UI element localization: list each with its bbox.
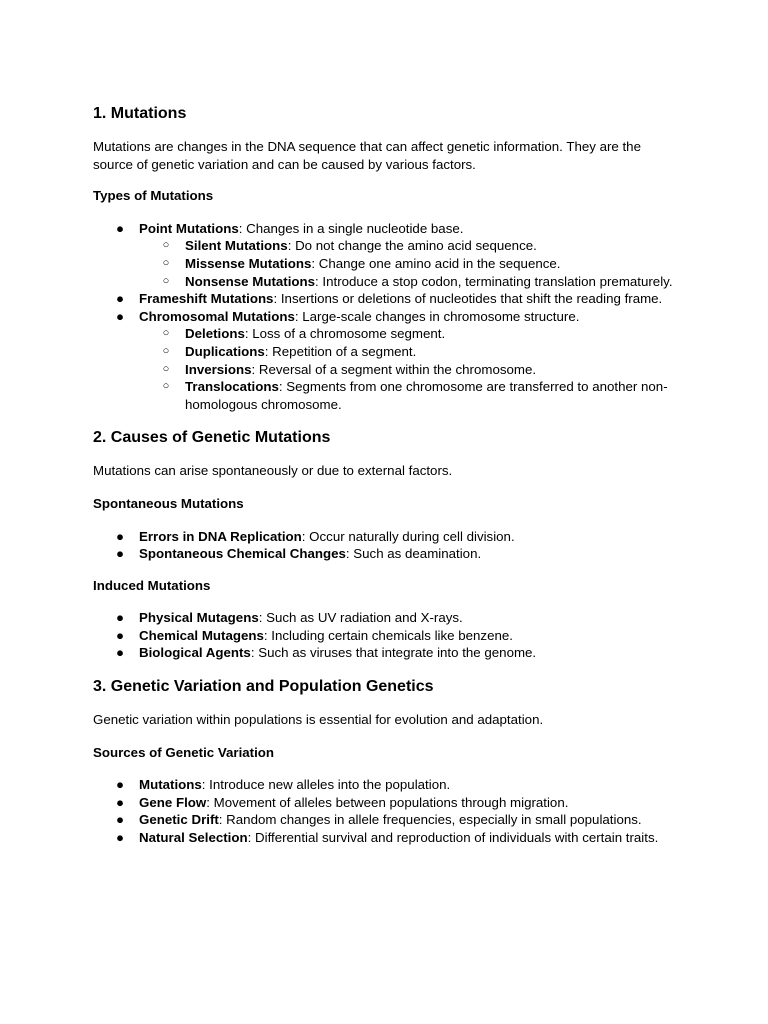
sub-list-item	[139, 378, 678, 413]
circle-bullet-icon: ○	[162, 327, 170, 340]
list-item-term: Genetic Drift	[139, 812, 219, 828]
list-item-term: Point Mutations	[139, 220, 239, 236]
list-item	[93, 811, 678, 829]
list-item-term: Frameshift Mutations	[139, 291, 274, 307]
list-item	[93, 794, 678, 812]
list-item-term: Biological Agents	[139, 645, 251, 661]
bullet-icon: ●	[115, 645, 125, 661]
document-page	[93, 104, 678, 847]
list-item-desc: : Occur naturally during cell division.	[301, 528, 515, 544]
list-item-desc: : Such as viruses that integrate into the genome.	[250, 645, 537, 661]
list-item-term: Spontaneous Chemical Changes	[139, 546, 346, 562]
bullet-list	[93, 528, 678, 563]
circle-bullet-icon: ○	[162, 239, 170, 252]
list-item-desc: : Reversal of a segment within the chromosome.	[251, 361, 537, 377]
list-item-desc: : Do not change the amino acid sequence.	[287, 238, 537, 254]
list-item-desc: : Large-scale changes in chromosome structure.	[294, 308, 580, 324]
list-item-desc: : Changes in a single nucleotide base.	[238, 220, 464, 236]
bullet-icon: ●	[115, 546, 125, 562]
bullet-icon: ●	[115, 291, 125, 307]
circle-bullet-icon: ○	[162, 362, 170, 375]
subheading: Types of Mutations	[93, 188, 214, 204]
list-item	[93, 829, 678, 847]
list-item-term: Translocations	[185, 379, 279, 395]
list-item-term: Missense Mutations	[185, 255, 312, 271]
bullet-icon: ●	[115, 627, 125, 643]
bullet-icon: ●	[115, 610, 125, 626]
bullet-icon: ●	[115, 528, 125, 544]
list-item-desc: : Loss of a chromosome segment.	[244, 326, 446, 342]
bullet-list	[93, 776, 678, 846]
list-item	[93, 627, 678, 645]
circle-bullet-icon: ○	[162, 256, 170, 269]
sub-list-item	[139, 325, 678, 343]
list-item-desc: : Such as deamination.	[345, 546, 482, 562]
list-item	[93, 609, 678, 627]
bullet-list	[93, 220, 678, 414]
list-item	[93, 220, 678, 290]
list-item-term: Chemical Mutagens	[139, 627, 264, 643]
list-item-desc: : Introduce new alleles into the population.	[201, 777, 451, 793]
circle-bullet-icon: ○	[162, 380, 170, 393]
subheading: Spontaneous Mutations	[93, 495, 244, 511]
list-item-term: Nonsense Mutations	[185, 273, 316, 289]
list-item	[93, 290, 678, 308]
list-item-desc: : Such as UV radiation and X-rays.	[258, 610, 463, 626]
list-item-term: Mutations	[139, 777, 202, 793]
circle-bullet-icon: ○	[162, 344, 170, 357]
list-item-desc: : Introduce a stop codon, terminating translation prematurely.	[315, 273, 673, 289]
list-item-desc: : Insertions or deletions of nucleotides that shift the reading frame.	[273, 291, 663, 307]
sub-list-item	[139, 361, 678, 379]
bullet-icon: ●	[115, 777, 125, 793]
bullet-icon: ●	[115, 794, 125, 810]
list-item	[93, 776, 678, 794]
list-item	[93, 545, 678, 563]
section-heading: 2. Causes of Genetic Mutations	[93, 429, 331, 447]
list-item-desc: : Movement of alleles between populations through migration.	[206, 794, 569, 810]
section-heading: 1. Mutations	[93, 105, 187, 122]
list-item-desc: : Repetition of a segment.	[264, 343, 417, 359]
list-item	[93, 644, 678, 662]
list-item-term: Physical Mutagens	[139, 610, 259, 626]
section-intro: Mutations are changes in the DNA sequence that can affect genetic information. They are the source of genetic variation and can be caused by various factors.	[93, 139, 641, 172]
bullet-icon: ●	[115, 812, 125, 828]
sub-list-item	[139, 255, 678, 273]
section-heading: 3. Genetic Variation and Population Genetics	[93, 678, 434, 696]
list-item-term: Gene Flow	[139, 794, 207, 810]
list-item-term: Silent Mutations	[185, 238, 288, 254]
list-item-term: Errors in DNA Replication	[139, 528, 302, 544]
list-item-desc: : Segments from one chromosome are transferred to another non-homologous chromosome.	[185, 379, 668, 412]
list-item-term: Chromosomal Mutations	[139, 308, 295, 324]
list-item-term: Inversions	[185, 361, 252, 377]
list-item	[93, 528, 678, 546]
list-item-term: Natural Selection	[139, 830, 248, 846]
subheading: Sources of Genetic Variation	[93, 744, 275, 760]
section-intro: Mutations can arise spontaneously or due to external factors.	[93, 463, 453, 479]
list-item	[93, 308, 678, 414]
bullet-icon: ●	[115, 308, 125, 324]
list-item-desc: : Random changes in allele frequencies, especially in small populations.	[218, 812, 642, 828]
sub-list	[139, 237, 678, 290]
sub-list-item	[139, 273, 678, 291]
sub-list	[139, 325, 678, 413]
sub-list-item	[139, 343, 678, 361]
list-item-term: Duplications	[185, 343, 265, 359]
bullet-icon: ●	[115, 830, 125, 846]
circle-bullet-icon: ○	[162, 274, 170, 287]
bullet-icon: ●	[115, 220, 125, 236]
list-item-desc: : Change one amino acid in the sequence.	[311, 255, 561, 271]
section-intro: Genetic variation within populations is essential for evolution and adaptation.	[93, 712, 544, 728]
bullet-list	[93, 609, 678, 662]
sub-list-item	[139, 237, 678, 255]
list-item-desc: : Including certain chemicals like benzene.	[263, 627, 513, 643]
subheading: Induced Mutations	[93, 577, 211, 593]
list-item-term: Deletions	[185, 326, 245, 342]
list-item-desc: : Differential survival and reproduction of individuals with certain traits.	[247, 830, 659, 846]
